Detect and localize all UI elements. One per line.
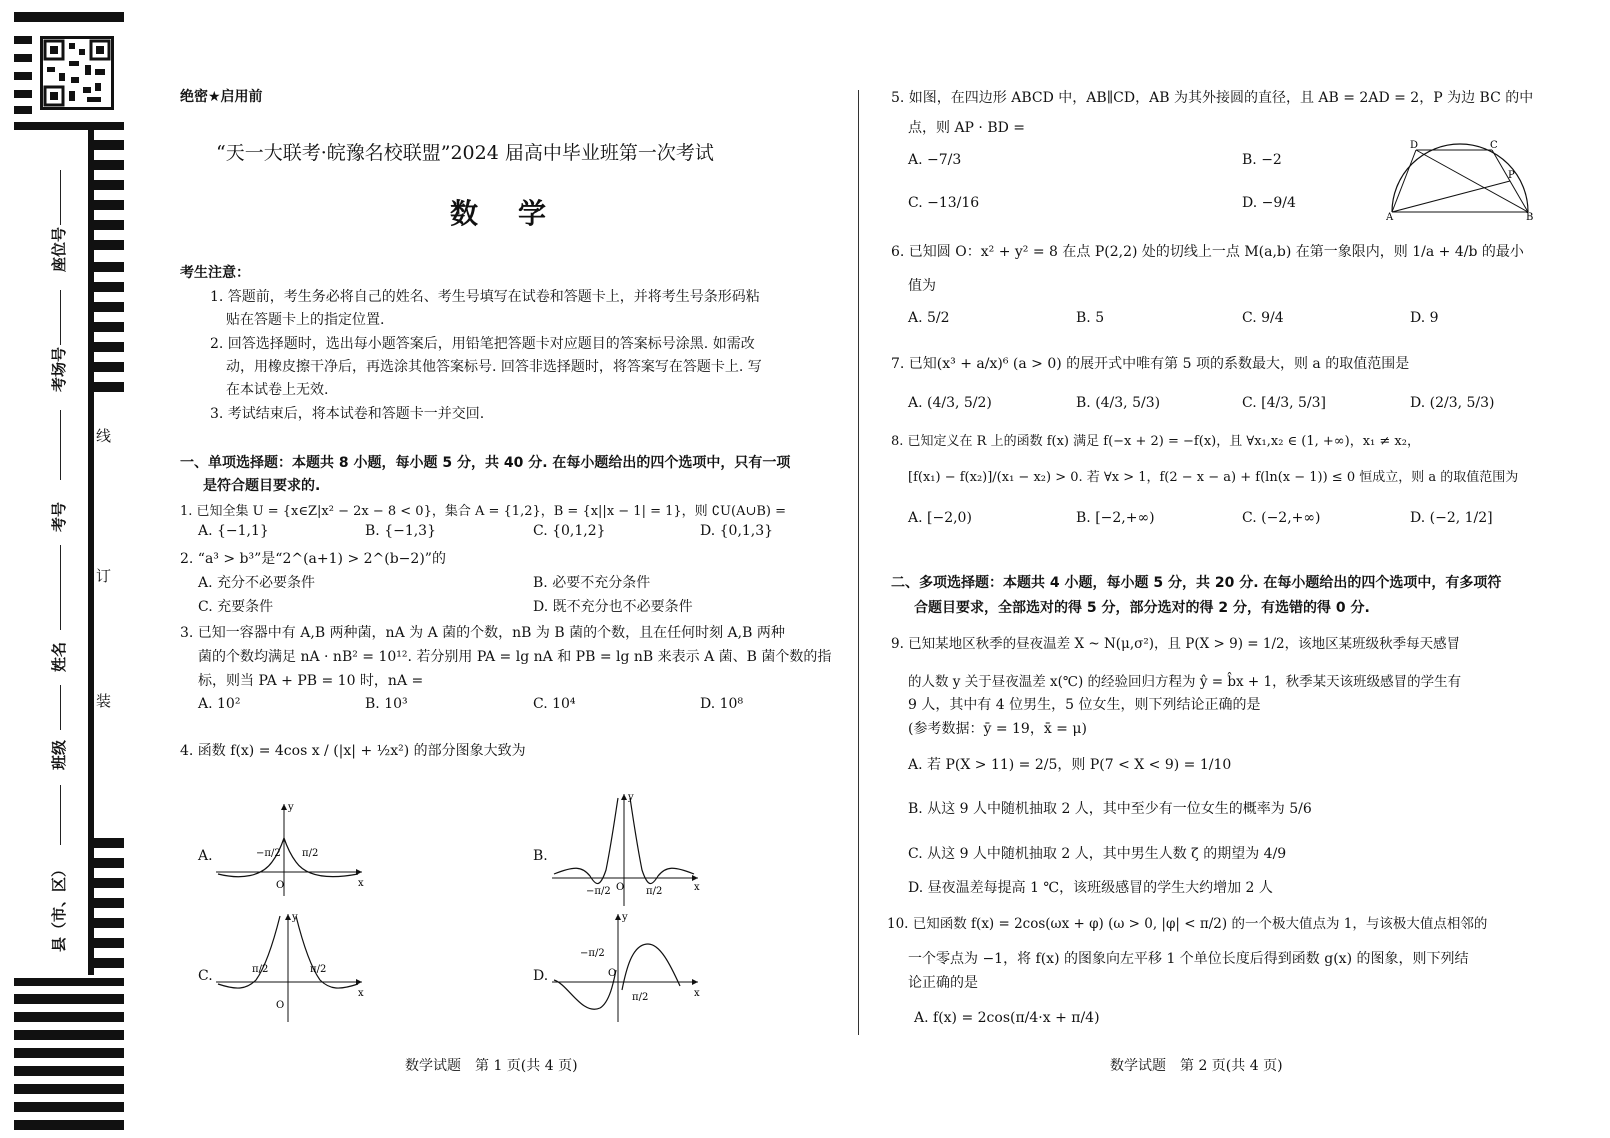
q6-option-d: D. 9 (1410, 310, 1439, 326)
question-3: 3. 已知一容器中有 A,B 两种菌，nA 为 A 菌的个数，nB 为 B 菌的个数，且在任何时刻 A,B 两种 (180, 625, 785, 641)
barcode-stripe (14, 12, 124, 22)
question-1: 1. 已知全集 U = {x∈Z|x² − 2x − 8 < 0}，集合 A = {1,2}，B = {x||x − 1| = 1}，则 ∁U(A∪B) = (180, 504, 787, 519)
exam-room-label: 考场号 (50, 346, 68, 392)
q4-graph-a (212, 800, 372, 900)
q3-option-a: A. 10² (198, 696, 241, 712)
q2-option-d: D. 既不充分也不必要条件 (533, 599, 693, 615)
binding-order-char: 订 (96, 567, 112, 585)
section1-heading: 是符合题目要求的. (203, 478, 321, 494)
question-10: 一个零点为 −1，将 f(x) 的图象向左平移 1 个单位长度后得到函数 g(x) 的图象，则下列结 (908, 951, 1469, 967)
q7-option-c: C. [4/3, 5/3] (1242, 395, 1326, 411)
exam-number-line (60, 410, 61, 480)
q8-option-a: A. [−2,0) (908, 510, 972, 526)
q7-option-b: B. (4/3, 5/3) (1076, 395, 1161, 411)
barcode-stripe (14, 72, 32, 80)
seat-number-label: 座位号 (50, 226, 68, 272)
svg-text:A: A (1386, 212, 1394, 220)
q4-option-b-label: B. (533, 848, 548, 864)
barcode-stripe (14, 978, 124, 986)
svg-text:x: x (358, 988, 364, 999)
q9-option-b: B. 从这 9 人中随机抽取 2 人，其中至少有一位女生的概率为 5/6 (908, 801, 1312, 817)
svg-text:O: O (616, 882, 625, 893)
binding-pack-char: 装 (96, 692, 112, 710)
q7-option-d: D. (2/3, 5/3) (1410, 395, 1495, 411)
name-label: 姓名 (50, 641, 68, 672)
name-line (60, 545, 61, 630)
question-6: 6. 已知圆 O：x² + y² = 8 在点 P(2,2) 处的切线上一点 M(a,b) 在第一象限内，则 1/a + 4/b 的最小 (891, 244, 1524, 260)
q2-option-c: C. 充要条件 (198, 599, 274, 615)
footer-page-2: 数学试题 第 2 页(共 4 页) (1110, 1058, 1283, 1074)
q3-option-c: C. 10⁴ (533, 696, 576, 712)
q5-figure (1386, 140, 1536, 220)
svg-text:x: x (694, 882, 700, 893)
q5-option-a: A. −7/3 (908, 152, 962, 168)
svg-text:y: y (628, 792, 634, 803)
exam-number-label: 考号 (50, 501, 68, 532)
q4-option-c-label: C. (198, 968, 213, 984)
seat-number-line (60, 170, 61, 225)
svg-text:C: C (1490, 140, 1498, 151)
barcode-stripe (14, 1012, 124, 1022)
svg-text:B: B (1526, 212, 1534, 220)
svg-text:π/2: π/2 (632, 992, 649, 1003)
binding-line-char: 线 (96, 427, 112, 445)
q6-option-a: A. 5/2 (908, 310, 950, 326)
barcode-stripe (14, 994, 124, 1004)
notice-item: 1. 答题前，考生务必将自己的姓名、考生号填写在试卷和答题卡上，并将考生号条形码粘 (210, 289, 760, 305)
svg-text:−π/2: −π/2 (586, 886, 611, 897)
question-8: [f(x₁) − f(x₂)]/(x₁ − x₂) > 0. 若 ∀x > 1，f(2 − x − a) + f(ln(x − 1)) ≤ 0 恒成立，则 a 的取值范围为 (908, 470, 1519, 485)
notice-item: 在本试卷上无效. (226, 382, 329, 398)
q9-option-d: D. 昼夜温差每提高 1 ℃，该班级感冒的学生大约增加 2 人 (908, 880, 1273, 896)
q5-option-b: B. −2 (1242, 152, 1282, 168)
notice-title: 考生注意： (180, 265, 250, 281)
question-4: 4. 函数 f(x) = 4cos x / (|x| + ½x²) 的部分图象大致为 (180, 743, 526, 759)
question-9: 的人数 y 关于昼夜温差 x(℃) 的经验回归方程为 ŷ = b̂x + 1，秋季某天该班级感冒的学生有 (908, 674, 1462, 690)
q4-option-a-label: A. (198, 848, 213, 864)
county-line (60, 785, 61, 845)
notice-item: 3. 考试结束后，将本试卷和答题卡一并交回. (210, 406, 485, 422)
binding-bar (88, 130, 94, 975)
question-9: 9. 已知某地区秋季的昼夜温差 X ~ N(μ,σ²)，且 P(X > 9) = 1/2，该地区某班级秋季每天感冒 (891, 636, 1461, 652)
barcode-stripe (14, 54, 32, 62)
notice-item: 2. 回答选择题时，选出每小题答案后，用铅笔把答题卡对应题目的答案标号涂黑. 如需改 (210, 336, 755, 352)
section2-heading: 二、多项选择题：本题共 4 小题，每小题 5 分，共 20 分. 在每小题给出的四个选项中，有多项符 (891, 575, 1502, 591)
barcode-stripe (14, 1066, 124, 1076)
question-9: (参考数据：ȳ = 19，x̄ = μ) (908, 721, 1087, 737)
q7-option-a: A. (4/3, 5/2) (908, 395, 992, 411)
section1-heading: 一、单项选择题：本题共 8 小题，每小题 5 分，共 40 分. 在每小题给出的四个选项中，只有一项 (180, 455, 791, 471)
column-divider (858, 90, 859, 1035)
question-2: 2. “a³ > b³”是“2^(a+1) > 2^(b−2)”的 (180, 551, 446, 567)
q1-option-b: B. {−1,3} (365, 523, 436, 539)
footer-page-1: 数学试题 第 1 页(共 4 页) (405, 1058, 578, 1074)
svg-text:D: D (1410, 140, 1419, 151)
question-10: 10. 已知函数 f(x) = 2cos(ωx + φ) (ω > 0, |φ| < π/2) 的一个极大值点为 1，与该极大值点相邻的 (887, 916, 1488, 932)
q6-option-c: C. 9/4 (1242, 310, 1284, 326)
qr-code-icon (40, 36, 114, 110)
q3-option-d: D. 10⁸ (700, 696, 744, 712)
q8-option-d: D. (−2, 1/2] (1410, 510, 1493, 526)
q3-option-b: B. 10³ (365, 696, 408, 712)
q9-option-c: C. 从这 9 人中随机抽取 2 人，其中男生人数 ζ 的期望为 4/9 (908, 846, 1287, 862)
q1-option-a: A. {−1,1} (198, 523, 269, 539)
barcode-stripe (14, 1084, 124, 1094)
class-line (60, 685, 61, 730)
county-label: 县（市、区） (50, 861, 68, 952)
svg-text:π/2: π/2 (646, 886, 663, 897)
binding-sidebar (0, 0, 130, 1138)
q1-option-d: D. {0,1,3} (700, 523, 774, 539)
exam-room-line (60, 290, 61, 345)
q4-graph-b (548, 790, 708, 910)
svg-text:O: O (276, 880, 285, 891)
barcode-stripe (14, 1030, 124, 1040)
barcode-stripe (14, 1048, 124, 1058)
q9-option-a: A. 若 P(X > 11) = 2/5，则 P(7 < X < 9) = 1/10 (908, 757, 1232, 773)
svg-text:x: x (358, 878, 364, 889)
question-8: 8. 已知定义在 R 上的函数 f(x) 满足 f(−x + 2) = −f(x)，且 ∀x₁,x₂ ∈ (1, +∞)，x₁ ≠ x₂， (891, 434, 1420, 449)
q10-option-a: A. f(x) = 2cos(π/4·x + π/4) (914, 1010, 1100, 1026)
question-7: 7. 已知(x³ + a/x)⁶ (a > 0) 的展开式中唯有第 5 项的系数最大，则 a 的取值范围是 (891, 356, 1410, 372)
barcode-stripe (14, 90, 32, 98)
svg-text:π/2: π/2 (252, 964, 269, 975)
svg-text:y: y (622, 912, 628, 923)
exam-title: “天一大联考·皖豫名校联盟”2024 届高中毕业班第一次考试 (216, 142, 714, 164)
svg-text:−π/2: −π/2 (256, 848, 281, 859)
subject-title: 数 学 (450, 197, 553, 230)
notice-item: 动，用橡皮擦干净后，再选涂其他答案标号. 回答非选择题时，将答案写在答题卡上. 写 (226, 359, 762, 375)
q2-option-a: A. 充分不必要条件 (198, 575, 316, 591)
question-6: 值为 (908, 278, 936, 294)
svg-text:x: x (694, 988, 700, 999)
barcode-stripe (14, 106, 32, 114)
svg-text:π/2: π/2 (310, 964, 327, 975)
barcode-stripe (14, 1120, 124, 1130)
barcode-stripe (14, 36, 32, 44)
q2-option-b: B. 必要不充分条件 (533, 575, 651, 591)
section2-heading: 合题目要求，全部选对的得 5 分，部分选对的得 2 分，有选错的得 0 分. (914, 600, 1370, 616)
q4-graph-c (212, 910, 372, 1025)
confidential-mark: 绝密★启用前 (180, 89, 263, 105)
q1-option-c: C. {0,1,2} (533, 523, 606, 539)
question-10: 论正确的是 (908, 975, 978, 991)
svg-text:O: O (608, 968, 617, 979)
q8-option-c: C. (−2,+∞) (1242, 510, 1321, 526)
barcode-stripe (14, 122, 124, 130)
barcode-stripe (14, 1102, 124, 1112)
q5-option-d: D. −9/4 (1242, 195, 1296, 211)
svg-text:P: P (1508, 170, 1515, 181)
q8-option-b: B. [−2,+∞) (1076, 510, 1155, 526)
svg-text:y: y (288, 802, 294, 813)
svg-text:π/2: π/2 (302, 848, 319, 859)
question-5: 5. 如图，在四边形 ABCD 中，AB∥CD，AB 为其外接圆的直径，且 AB = 2AD = 2，P 为边 BC 的中 (891, 90, 1534, 106)
svg-text:y: y (292, 912, 298, 923)
q4-option-d-label: D. (533, 968, 549, 984)
question-3: 标，则当 PA + PB = 10 时，nA = (198, 673, 424, 689)
q6-option-b: B. 5 (1076, 310, 1105, 326)
question-5: 点，则 AP · BD = (908, 120, 1026, 136)
notice-item: 贴在答题卡上的指定位置. (226, 312, 385, 328)
q4-graph-d (548, 910, 708, 1025)
svg-text:O: O (276, 1000, 285, 1011)
svg-text:−π/2: −π/2 (580, 948, 605, 959)
q5-option-c: C. −13/16 (908, 195, 980, 211)
question-3: 菌的个数均满足 nA · nB² = 10¹². 若分别用 PA = lg nA 和 PB = lg nB 来表示 A 菌、B 菌个数的指 (198, 649, 832, 665)
class-label: 班级 (50, 739, 68, 770)
question-9: 9 人，其中有 4 位男生，5 位女生，则下列结论正确的是 (908, 697, 1261, 713)
